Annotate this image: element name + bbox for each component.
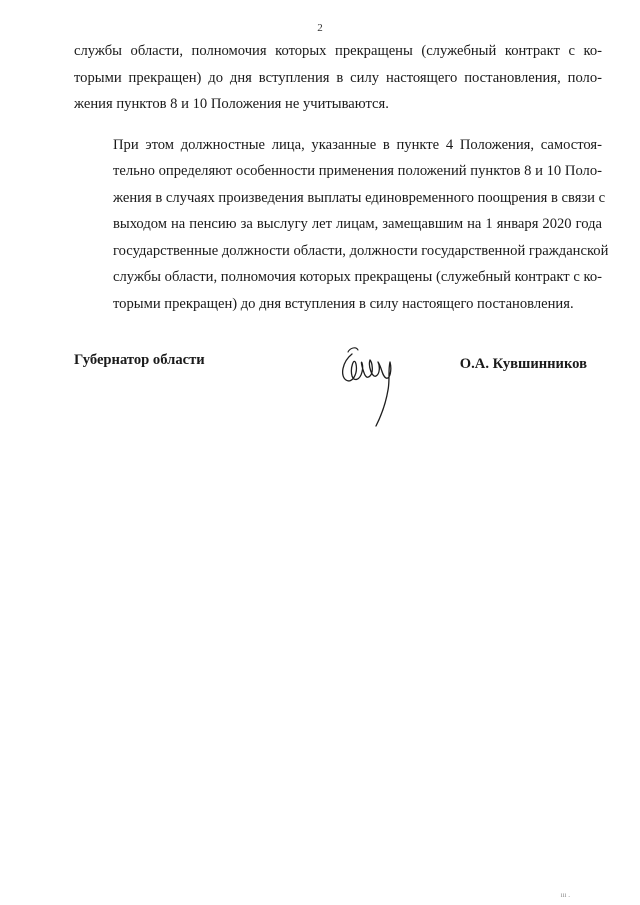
text-line: жения пунктов 8 и 10 Положения не учитываются. bbox=[74, 96, 389, 112]
text-line: выходом на пенсию за выслугу лет лицам, замещавшим на 1 января 2020 года bbox=[113, 216, 602, 232]
scan-artifact: ııı . bbox=[560, 891, 570, 899]
paragraph-continuation bbox=[74, 38, 602, 118]
text-line: службы области, полномочия которых прекращены (служебный контракт с ко- bbox=[113, 269, 602, 285]
text-line: службы области, полномочия которых прекращены (служебный контракт с ко- bbox=[74, 43, 602, 59]
text-line: торыми прекращен) до дня вступления в силу настоящего постановления, поло- bbox=[74, 69, 602, 86]
text-line: государственные должности области, должности государственной гражданской bbox=[113, 242, 609, 259]
signer-title: Губернатор области bbox=[74, 352, 205, 368]
paragraph-main bbox=[74, 132, 609, 318]
text-line: При этом должностные лица, указанные в пункте 4 Положения, самостоя- bbox=[113, 136, 602, 153]
page-number: 2 bbox=[317, 22, 323, 34]
signature-block bbox=[74, 350, 602, 440]
text-line: торыми прекращен) до дня вступления в силу настоящего постановления. bbox=[113, 295, 574, 312]
text-line: тельно определяют особенности применения положений пунктов 8 и 10 Поло- bbox=[113, 163, 602, 179]
document-body bbox=[74, 38, 609, 317]
signer-name: О.А. Кувшинников bbox=[459, 356, 587, 372]
text-line: жения в случаях произведения выплаты единовременного поощрения в связи с bbox=[113, 189, 606, 206]
handwritten-signature bbox=[336, 340, 406, 435]
